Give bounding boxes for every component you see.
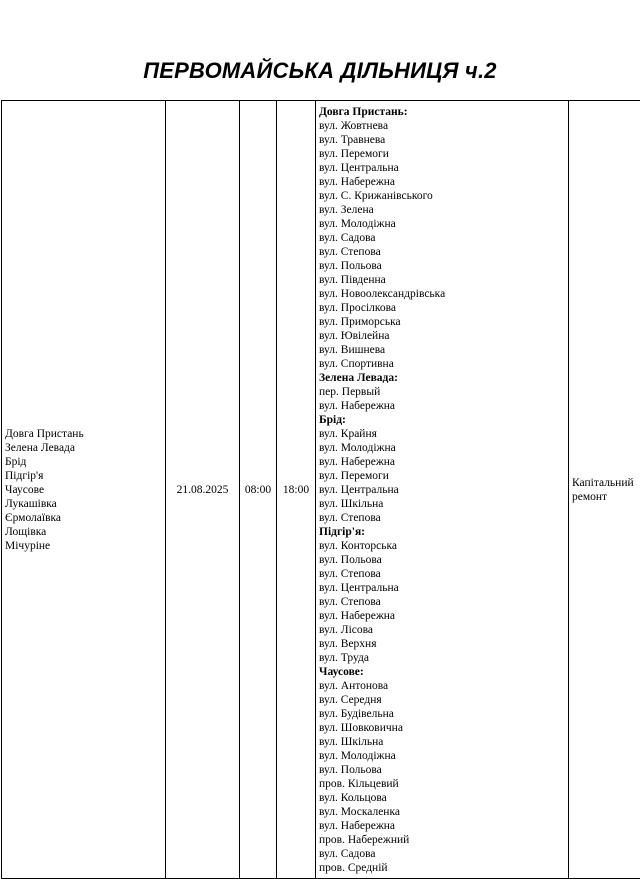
street-item: вул. Степова — [319, 511, 565, 525]
street-item: вул. Садова — [319, 847, 565, 861]
street-item: вул. Лісова — [319, 623, 565, 637]
street-item: вул. Польова — [319, 259, 565, 273]
outage-schedule-table — [1, 100, 640, 879]
street-item: вул. Набережна — [319, 819, 565, 833]
street-item: вул. Польова — [319, 763, 565, 777]
settlement-item: Довга Пристань — [5, 427, 162, 441]
settlement-item: Підгір'я — [5, 469, 162, 483]
street-item: пров. Средній — [319, 861, 565, 875]
streets-cell — [316, 101, 569, 879]
street-item: вул. Ювілейна — [319, 329, 565, 343]
street-item: вул. Вишнева — [319, 343, 565, 357]
street-item: вул. Набережна — [319, 609, 565, 623]
street-item: вул. Перемоги — [319, 469, 565, 483]
street-item: вул. Молодіжна — [319, 749, 565, 763]
street-item: вул. Молодіжна — [319, 441, 565, 455]
street-item: вул. Верхня — [319, 637, 565, 651]
street-item: вул. Шкільна — [319, 735, 565, 749]
street-item: вул. Будівельна — [319, 707, 565, 721]
settlement-item: Мічуріне — [5, 539, 162, 553]
street-item: вул. Жовтнева — [319, 119, 565, 133]
settlement-item: Зелена Левада — [5, 441, 162, 455]
street-item: пер. Первый — [319, 385, 565, 399]
street-item: пров. Набережний — [319, 833, 565, 847]
page-title: ПЕРВОМАЙСЬКА ДІЛЬНИЦЯ ч.2 — [0, 58, 640, 84]
street-item: вул. Набережна — [319, 399, 565, 413]
street-item: вул. Польова — [319, 553, 565, 567]
street-item: вул. Центральна — [319, 581, 565, 595]
settlement-item: Лукашівка — [5, 497, 162, 511]
street-item: вул. Труда — [319, 651, 565, 665]
street-item: вул. Спортивна — [319, 357, 565, 371]
street-item: вул. Молодіжна — [319, 217, 565, 231]
street-item: вул. Степова — [319, 245, 565, 259]
street-item: вул. Травнева — [319, 133, 565, 147]
time-to-cell: 18:00 — [277, 101, 316, 879]
street-item: вул. Набережна — [319, 175, 565, 189]
table-row — [2, 101, 640, 879]
streets-list — [319, 105, 565, 875]
street-item: вул. Крайня — [319, 427, 565, 441]
street-item: вул. Новоолександрівська — [319, 287, 565, 301]
street-item: вул. Конторська — [319, 539, 565, 553]
street-item: вул. Південна — [319, 273, 565, 287]
settlement-item: Єрмолаївка — [5, 511, 162, 525]
settlements-list — [5, 427, 162, 553]
settlements-cell — [2, 101, 166, 879]
settlement-item: Чаусове — [5, 483, 162, 497]
street-item: вул. Степова — [319, 595, 565, 609]
street-item: вул. Москаленка — [319, 805, 565, 819]
street-item: вул. Центральна — [319, 483, 565, 497]
street-item: пров. Кільцевий — [319, 777, 565, 791]
street-item: вул. Набережна — [319, 455, 565, 469]
street-item: вул. Приморська — [319, 315, 565, 329]
reason-cell: Капітальний ремонт — [569, 101, 640, 879]
street-item: вул. Степова — [319, 567, 565, 581]
street-item: вул. Садова — [319, 231, 565, 245]
settlement-item: Брід — [5, 455, 162, 469]
time-from-cell: 08:00 — [240, 101, 277, 879]
settlement-item: Лощівка — [5, 525, 162, 539]
street-group-name: Зелена Левада: — [319, 371, 565, 385]
street-group-name: Брід: — [319, 413, 565, 427]
street-group-name: Підгір'я: — [319, 525, 565, 539]
street-group-name: Довга Пристань: — [319, 105, 565, 119]
street-item: вул. С. Крижанівського — [319, 189, 565, 203]
date-cell: 21.08.2025 — [166, 101, 240, 879]
street-item: вул. Перемоги — [319, 147, 565, 161]
street-item: вул. Центральна — [319, 161, 565, 175]
street-item: вул. Середня — [319, 693, 565, 707]
street-item: вул. Антонова — [319, 679, 565, 693]
street-item: вул. Кольцова — [319, 791, 565, 805]
street-group-name: Чаусове: — [319, 665, 565, 679]
street-item: вул. Зелена — [319, 203, 565, 217]
street-item: вул. Шовковична — [319, 721, 565, 735]
street-item: вул. Просілкова — [319, 301, 565, 315]
street-item: вул. Шкільна — [319, 497, 565, 511]
